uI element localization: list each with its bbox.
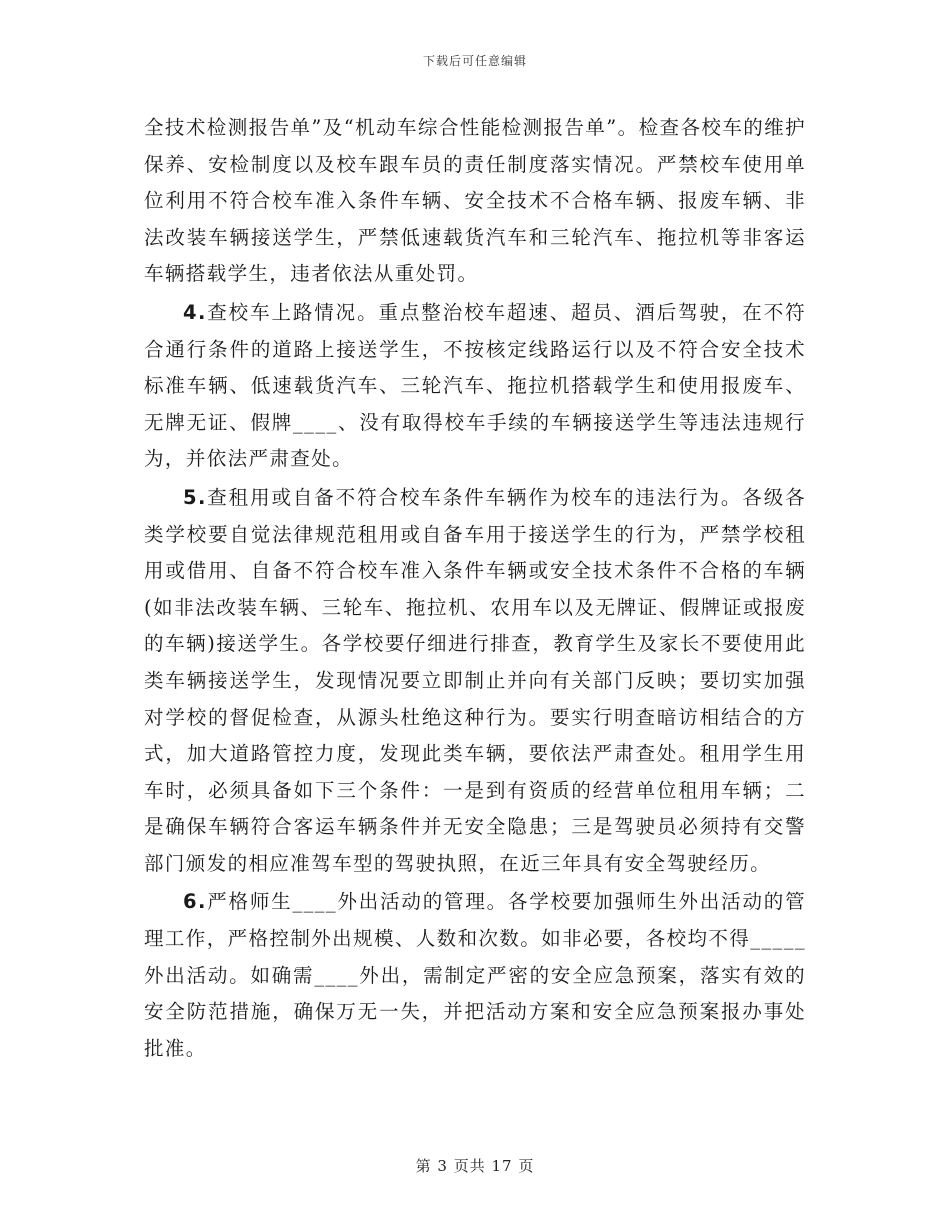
paragraph-item-4 (144, 295, 806, 478)
item-number: 5. (183, 485, 207, 509)
paragraph-text: 全技术检测报告单”及“机动车综合性能检测报告单”。检查各校车的维护保养、安检制度以及校车跟车员的责任制度落实情况。严禁校车使用单位利用不符合校车准入条件车辆、安全技术不合格车辆、报废车辆、非法改装车辆接送学生，严禁低速载货汽车和三轮汽车、拖拉机等非客运车辆搭载学生，违者依法从重处罚。 (144, 116, 806, 286)
paragraph-continuation (144, 110, 806, 293)
paragraph-item-5 (144, 480, 806, 883)
item-number: 6. (183, 890, 207, 914)
document-body (144, 110, 806, 1069)
paragraph-text: 查校车上路情况。重点整治校车超速、超员、酒后驾驶，在不符合通行条件的道路上接送学生，不按核定线路运行以及不符合安全技术标准车辆、低速载货汽车、三轮汽车、拖拉机搭载学生和使用报废车、无牌无证、假牌____、没有取得校车手续的车辆接送学生等违法违规行为，并依法严肃查处。 (144, 300, 806, 471)
item-number: 4. (183, 300, 207, 324)
paragraph-text: 查租用或自备不符合校车条件车辆作为校车的违法行为。各级各类学校要自觉法律规范租用或自备车用于接送学生的行为，严禁学校租用或借用、自备不符合校车准入条件车辆或安全技术条件不合格的车辆(如非法改装车辆、三轮车、拖拉机、农用车以及无牌证、假牌证或报废的车辆)接送学生。各学校要仔细进行排查，教育学生及家长不要使用此类车辆接送学生，发现情况要立即制止并向有关部门反映；要切实加强对学校的督促检查，从源头杜绝这种行为。要实行明查暗访相结合的方式，加大道路管控力度，发现此类车辆，要依法严肃查处。租用学生用车时，必须具备如下三个条件：一是到有资质的经营单位租用车辆；二是确保车辆符合客运车辆条件并无安全隐患；三是驾驶员必须持有交警部门颁发的相应准驾车型的驾驶执照，在近三年具有安全驾驶经历。 (144, 485, 806, 875)
page-header: 下载后可任意编辑 (422, 54, 527, 68)
page-footer: 第 3 页共 17 页 (415, 1157, 535, 1175)
paragraph-text: 严格师生____外出活动的管理。各学校要加强师生外出活动的管理工作，严格控制外出规模、人数和次数。如非必要，各校均不得_____外出活动。如确需____外出，需制定严密的安全应急预案，落实有效的安全防范措施，确保万无一失，并把活动方案和安全应急预案报办事处批准。 (144, 890, 806, 1060)
paragraph-item-6 (144, 884, 806, 1067)
